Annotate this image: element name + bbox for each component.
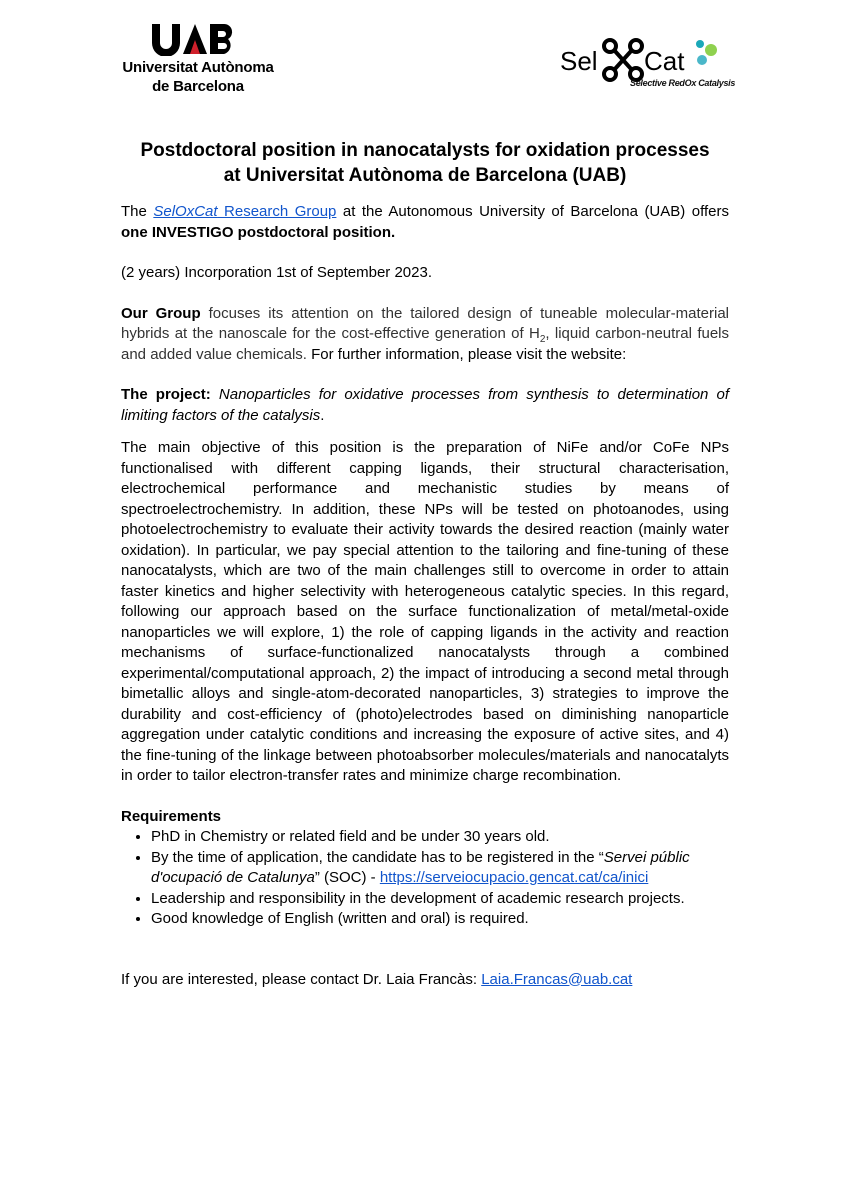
list-item: • Leadership and responsibility in the development of academic research projects. xyxy=(151,889,729,910)
group-text-c: For further information, please visit the website: xyxy=(306,345,627,363)
soc-link[interactable]: https://serveiocupacio.gencat.cat/ca/inici xyxy=(379,869,649,886)
requirements-list xyxy=(121,827,729,930)
seloxcat-tagline: Selective RedOx Catalysis xyxy=(630,78,736,88)
intro-pre: The xyxy=(121,203,154,220)
project-text: Nanoparticles for oxidative processes from synthesis to determination of limiting factors of the catalysis xyxy=(121,386,730,424)
project-paragraph xyxy=(121,385,729,426)
research-group-link[interactable] xyxy=(153,203,336,220)
group-text-b: , liquid carbon-neutral fuels and added value chemicals. xyxy=(121,325,730,363)
uab-mark-icon xyxy=(150,22,240,56)
requirements-title: Requirements xyxy=(121,807,222,825)
contact-paragraph xyxy=(121,970,729,991)
uab-logo xyxy=(118,22,278,100)
req2-mid: ” (SOC) - xyxy=(314,869,380,886)
intro-mid: at the Autonomous University of Barcelona (UAB) offers xyxy=(336,203,729,220)
contact-text: If you are interested, please contact Dr. Laia Francàs: xyxy=(121,970,482,988)
svg-text:Sel: Sel xyxy=(560,46,598,76)
list-item xyxy=(151,848,729,889)
page-title xyxy=(100,138,750,188)
seloxcat-logo xyxy=(560,22,736,96)
title-line1: Postdoctoral position in nanocatalysts for oxidation processes xyxy=(140,140,710,161)
group-subscript: 2 xyxy=(539,334,546,345)
uab-name-line2: de Barcelona xyxy=(152,78,244,95)
group-label: Our Group xyxy=(121,304,201,322)
objective-paragraph: The main objective of this position is the preparation of NiFe and/or CoFe NPs functionalised with different capping ligands, their structural characterisation, electrochemical performance and mechanistic studies by means of spectroelectrochemistry. In addition, these NPs will be tested on photoanodes, using photoelectrochemistry to evaluate their activity towards the desired reaction (mainly water oxidation). In particular, we pay special attention to the tailoring and fine-tuning of these nanocatalysts, which are two of the main challenges still to overcome in order to attain faster kinetics and higher selectivity with heterogeneous catalytic species. In this regard, following our approach based on the surface functionalization of metal/metal-oxide nanoparticles we will explore, 1) the role of capping ligands in the activity and reaction mechanisms of surface-functionalized nanocatalysts through a combined experimental/computational approach, 2) the impact of introducing a second metal through bimetallic alloys and single-atom-decorated nanoparticles, 3) strategies to improve the durability and cost-efficiency of (photo)electrodes based on diminishing nanoparticle aggregation under catalytic conditions and increasing the exposure of active sites, and 4) the fine-tuning of the linkage between photoabsorber molecules/materials and nanocatalyts in order to tailor electron-transfer rates and minimize charge recombination. xyxy=(121,439,729,784)
group-link-rest: Research Group xyxy=(217,203,337,220)
group-link-italic: SelOxCat xyxy=(153,203,218,220)
title-line2: at Universitat Autònoma de Barcelona (UAB) xyxy=(223,165,627,186)
duration-text: (2 years) Incorporation 1st of September 2023. xyxy=(121,264,433,281)
req2-italic: Servei públic d'ocupació de Catalunya xyxy=(151,848,690,886)
contact-email-link[interactable]: Laia.Francas@uab.cat xyxy=(481,970,633,988)
document-body xyxy=(121,202,729,990)
list-item: • PhD in Chemistry or related field and be under 30 years old. xyxy=(151,827,729,848)
list-item: • Good knowledge of English (written and oral) is required. xyxy=(151,909,729,930)
project-label: The project: xyxy=(121,386,211,403)
group-paragraph xyxy=(121,304,729,366)
group-text-a: focuses its attention on the tailored design of tuneable molecular-material hybrids at the nanoscale for the cost-effective generation of H xyxy=(121,304,729,342)
intro-bold: one INVESTIGO postdoctoral position. xyxy=(121,223,396,241)
uab-name-line1: Universitat Autònoma xyxy=(122,59,274,76)
svg-text:Cat: Cat xyxy=(644,46,685,76)
intro-paragraph xyxy=(121,202,729,243)
project-end: . xyxy=(320,406,325,424)
req2-pre: By the time of application, the candidate has to be registered in the “ xyxy=(151,848,604,866)
